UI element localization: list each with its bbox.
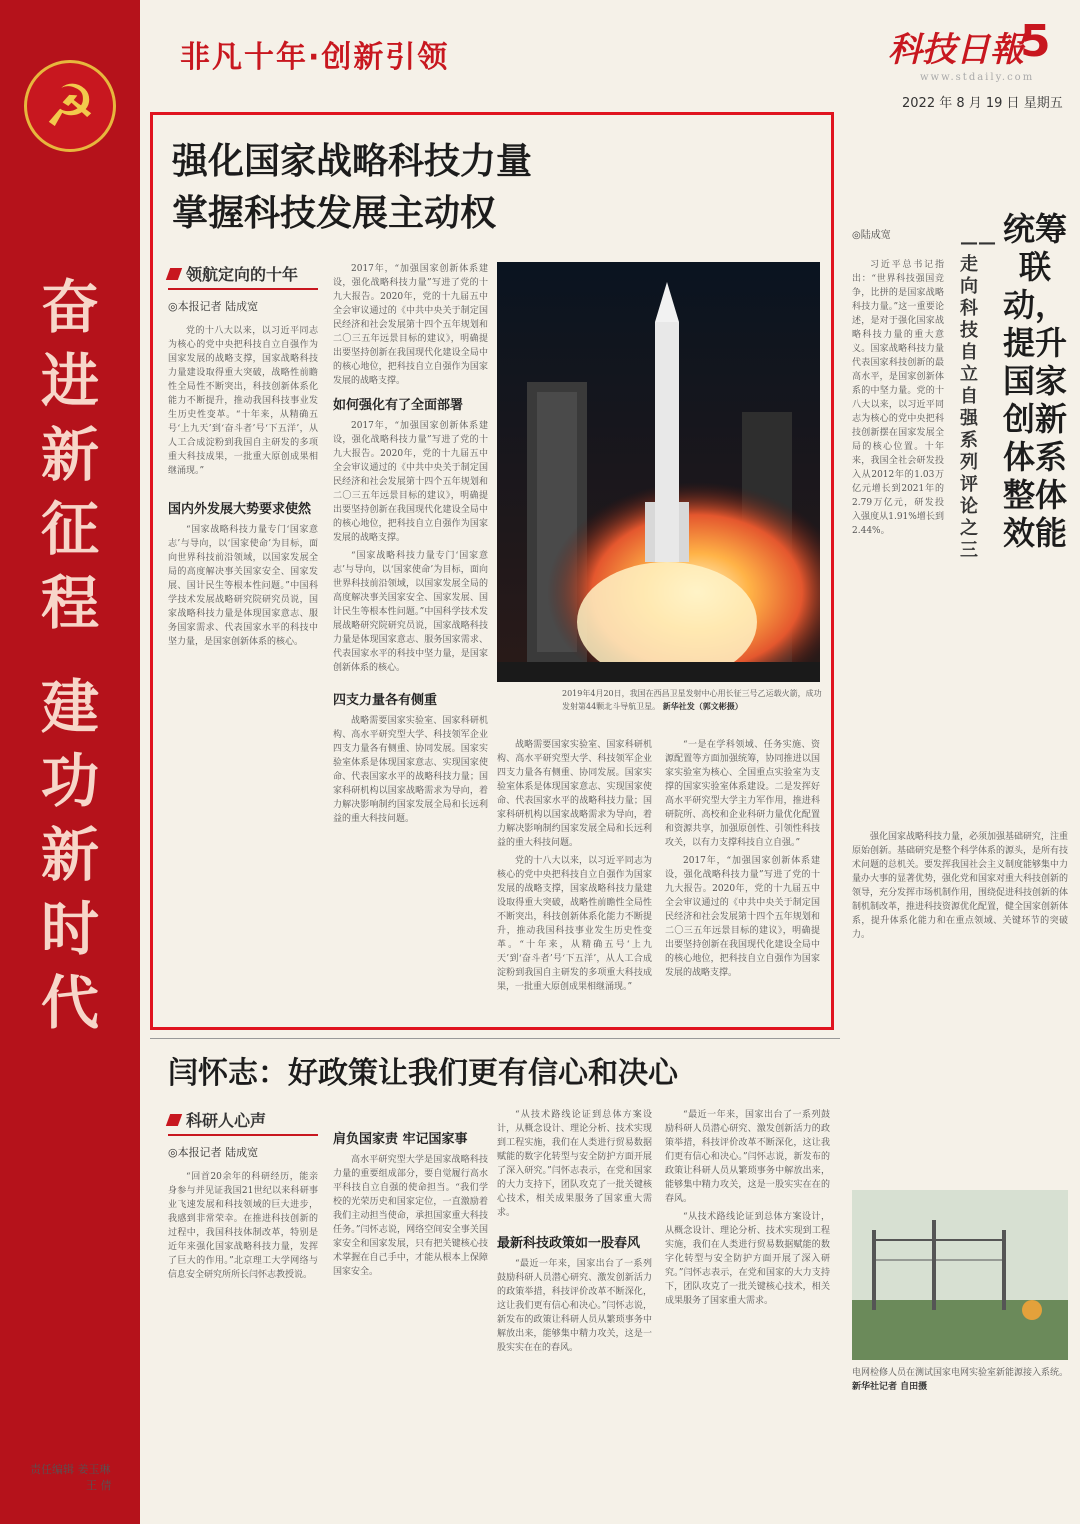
newspaper-masthead: 科技日報 [888, 30, 1024, 70]
subhead-2: 如何强化有了全面部署 [333, 398, 464, 413]
lead-col2-text: “国家战略科技力量专门‘国家意志’与导向，以‘国家使命’为目标，面向世界科技前沿领域，以国家发展全局的高度解决事关国家安全、国家发展、国计民生等根本性问题。”中国科学技术发展战略研究院研究员说，国家战略科技力量是体现国家意志、服务国家需求、代表国家水平的科技中坚力量，是国家创新体系的核心。 [168, 525, 318, 647]
party-emblem-icon: ☭ [24, 60, 116, 152]
sidebar-slogan-char: 进 [40, 347, 99, 415]
second-col4-text: “最近一年来，国家出台了一系列鼓励科研人员潜心研究、激发创新活力的政策举措，科技评价改革不断深化，这让我们更有信心和决心。”闫怀志说，新发布的政策让科研人员从繁琐事务中解放出来，能够集中精力攻关，这是一股实实在在的春风。 [497, 1259, 652, 1353]
lead-col5-text: “一是在学科领域、任务实施、资源配置等方面加强统筹，协同推进以国家实验室为核心、全国重点实验室为支撑的国家实验室体系建设。二是发挥好高水平研究型大学主力军作用，推进科研院所、高校和企业科研力量优化配置和资源共享，加强原创性、引领性科技攻关，以有力支撑科技自立自强。” 2017年，“加强国家创新体系建设，强化战略科技力量”写进了党的十九大报告。2020年，党的十九届五中全会审议通过的《中共中央关于制定国民经济和社会发展第十四个五年规划和二〇三五年远景目标的建议》，明确提出要坚持创新在我国现代化建设全局中的核心地位，把科技自立自强作为国家发展的战略支撑。 [665, 740, 820, 978]
article-divider [150, 1038, 840, 1039]
lead-col4-lower: 战略需要国家实验室、国家科研机构、高水平研究型大学、科技领军企业四支力量各有侧重、协同发展。国家实验室体系是体现国家意志、实现国家使命、代表国家水平的战略科技力量；国家科研机构以国家战略需求为导向，着力解决影响制约国家发展全局和长远利益的重大科技问题。 党的十八大以来，以习近平同志为核心的党中央把科技自立自强作为国家发展的战略支撑，国家战略科技力量建设取得重大突破，战略性前瞻性全局性不断突出，科技创新体系化能力不断提升，推动我国科技事业发生历史性变革。“十年来，从精确五号‘上九天’到‘奋斗者’号‘下五洋’，从人工合成淀粉到我国自主研发的多项重大科技成果，一批重大原创成果相继涌现。” [497, 740, 652, 992]
right-article-text-1: 习近平总书记指出：“世界科技强国竞争，比拼的是国家战略科技力量。”这一重要论述，是对于强化国家战略科技力量的重大意义。国家战略科技力量代表国家科技创新的最高水平，是国家创新体系的中坚力量。党的十八大以来，以习近平同志为核心的党中央把科技创新摆在国家发展全局的核心位置。十年来，我国全社会研发投入从2012年的1.03万亿元增长到2021年的2.79万亿元，研发投入强度从1.91%增长到2.44%。 [852, 260, 944, 536]
second-column-2 [333, 1122, 488, 1283]
section-tag: 领航定向的十年 [168, 262, 318, 290]
rocket-photo-credit: 新华社发（郭文彬摄） [662, 701, 743, 711]
lead-title-line-1: 强化国家战略科技力量 [172, 141, 533, 182]
page-number: 5 [1020, 16, 1051, 67]
responsible-editors [30, 1462, 112, 1494]
column-title: 非凡十年·创新引领 [180, 40, 450, 75]
second-byline: ◎本报记者 陆成宽 [168, 1146, 259, 1159]
lead-column-2 [333, 262, 488, 830]
subhead-1: 国内外发展大势要求使然 [168, 502, 312, 517]
sidebar-slogan-char: 新 [40, 821, 99, 889]
lead-column-3 [497, 738, 652, 998]
subhead-3: 四支力量各有侧重 [333, 693, 438, 708]
rocket-launch-photo[interactable] [497, 262, 820, 682]
second-column-4 [665, 1108, 830, 1312]
right-article-author: ◎陆成宽 [852, 230, 891, 241]
sidebar-slogan-char: 新 [40, 421, 99, 489]
second-col1-text: “回首20余年的科研经历，能亲身参与并见证我国21世纪以来科研事业飞速发展和科技领域的巨大进步，我感到非常荣幸。在推进科技创新的过程中，我国科技体制改革，特别是近年来强化国家战略科技力量，发挥了巨大的作用。”北京理工大学网络与信息安全研究所所长闫怀志教授说。 [168, 1172, 318, 1280]
editor-label: 责任编辑 [30, 1463, 74, 1476]
lead-byline: ◎本报记者 陆成宽 [168, 300, 259, 313]
sidebar-slogan-char: 征 [40, 495, 99, 563]
editor-name-2: 王 倩 [86, 1479, 112, 1492]
second-col2-text: 高水平研究型大学是国家战略科技力量的重要组成部分，要自觉履行高水平科技自立自强的使命担当。“我们学校的光荣历史和国家定位，一直激励着我们主动担当使命，承担国家重大科技任务。”闫怀志说，网络空间安全事关国家安全和国家发展，只有把关键核心技术掌握在自己手中，才能从根本上保障国家安全。 [333, 1155, 488, 1277]
second-col5-text: “最近一年来，国家出台了一系列鼓励科研人员潜心研究、激发创新活力的政策举措，科技评价改革不断深化，这让我们更有信心和决心。”闫怀志说，新发布的政策让科研人员从繁琐事务中解放出来，能够集中精力攻关，这是一股实实在在的春风。 “从技术路线论证到总体方案设计，从概念设计、理论分析、技术实现到工程实施，我们在人类进行贸易数据赋能的数字化转型与安全防护方面开展了深入研究。”闫怀志表示，在党和国家的大力支持下，团队攻克了一批关键核心技术，相关成果服务了国家重大需求。 [665, 1110, 830, 1306]
rocket-launch-illustration [497, 262, 820, 682]
sidebar-slogan-char: 程 [40, 569, 99, 637]
second-subhead-2: 最新科技政策如一股春风 [497, 1236, 641, 1251]
sidebar-slogan [30, 270, 110, 1040]
power-photo-caption: 电网检修人员在测试国家电网实验室新能源接入系统。 新华社记者 自田摄 [852, 1368, 1069, 1392]
right-article-subtitle: ——走向科技自立自强系列评论之三 [960, 232, 996, 561]
sidebar-slogan-char: 建 [40, 673, 99, 741]
second-section-tag: 科研人心声 [168, 1108, 318, 1136]
power-station-photo[interactable] [852, 1190, 1068, 1360]
lead-article-title[interactable] [172, 136, 652, 240]
lead-column-1 [168, 262, 318, 653]
lead-col1-text: 党的十八大以来，以习近平同志为核心的党中央把科技自立自强作为国家发展的战略支撑，国家战略科技力量建设取得重大突破，战略性前瞻性全局性不断突出，科技创新体系化能力不断提升，推动我国科技事业发生历史性变革。“十年来，从精确五号‘上九天’到‘奋斗者’号‘下五洋’，从人工合成淀粉到我国自主研发的多项重大科技成果，一批重大原创成果相继涌现。” [168, 326, 318, 476]
lead-col3-text: 2017年，“加强国家创新体系建设，强化战略科技力量”写进了党的十九大报告。2020年，党的十九届五中全会审议通过的《中共中央关于制定国民经济和社会发展第十四个五年规划和二〇三五年远景目标的建议》，明确提出要坚持创新在我国现代化建设全局中的核心地位，把科技自立自强作为国家发展的战略支撑。 “国家战略科技力量专门‘国家意志’与导向，以‘国家使命’为目标，面向世界科技前沿领域，以国家发展全局的高度解决事关国家安全、国家发展、国计民生等根本性问题。”中国科学技术发展战略研究院研究员说，国家战略科技力量是体现国家意志、服务国家需求、代表国家水平的科技中坚力量，是国家创新体系的核心。 [333, 421, 488, 673]
second-subhead-1: 肩负国家责 牢记国家事 [333, 1132, 468, 1147]
lead-title-line-2: 掌握科技发展主动权 [172, 193, 497, 234]
lead-column-4 [665, 738, 820, 984]
second-article-title[interactable]: 闫怀志：好政策让我们更有信心和决心 [168, 1056, 678, 1091]
editor-name-1: 姜玉琳 [77, 1463, 111, 1476]
sidebar-slogan-char: 代 [40, 969, 99, 1037]
power-station-illustration [852, 1190, 1068, 1360]
right-article-text-2: 强化国家战略科技力量，必须加强基础研究，注重原始创新。基础研究是整个科学体系的源头，是所有技术问题的总机关。要发挥我国社会主义制度能够集中力量办大事的显著优势，强化党和国家对重大科技创新的领导，充分发挥市场机制作用，围绕促进科技创新的体制机制改革，推进科技资源优化配置，健全国家创新体系，提升体系化能力和在重点领域、关键环节的突破力。 [852, 832, 1069, 940]
issue-date: 2022 年 8 月 19 日 星期五 [902, 96, 1063, 111]
right-article-title[interactable]: 统筹联动，提升国家创新体系整体效能 [1002, 210, 1067, 552]
sidebar-slogan-char: 功 [40, 747, 99, 815]
lead-col4-text: 战略需要国家实验室、国家科研机构、高水平研究型大学、科技领军企业四支力量各有侧重、协同发展。国家实验室体系是体现国家意志、实现国家使命、代表国家水平的战略科技力量；国家科研机构以国家战略需求为导向，着力解决影响制约国家发展全局和长远利益的重大科技问题。 [333, 716, 488, 824]
sidebar-slogan-char: 时 [40, 895, 99, 963]
lead-col3-intro: 2017年，“加强国家创新体系建设，强化战略科技力量”写进了党的十九大报告。2020年，党的十九届五中全会审议通过的《中共中央关于制定国民经济和社会发展第十四个五年规划和二〇三五年远景目标的建议》，明确提出要坚持创新在我国现代化建设全局中的核心地位，把科技自立自强作为国家发展的战略支撑。 [333, 264, 488, 386]
rocket-photo-caption: 2019年4月20日，我国在西昌卫星发射中心用长征三号乙运载火箭，成功发射第44颗北斗导航卫星。 新华社发（郭文彬摄） [562, 689, 822, 711]
second-col3-text: “从技术路线论证到总体方案设计，从概念设计、理论分析、技术实现到工程实施，我们在人类进行贸易数据赋能的数字化转型与安全防护方面开展了深入研究。”闫怀志表示，在党和国家的大力支持下，团队攻克了一批关键核心技术，相关成果服务了国家重大需求。 [497, 1110, 652, 1218]
second-column-1 [168, 1108, 318, 1286]
sidebar-slogan-char: 奋 [40, 273, 99, 341]
site-url[interactable]: www.stdaily.com [920, 72, 1035, 83]
second-column-3 [497, 1108, 652, 1359]
